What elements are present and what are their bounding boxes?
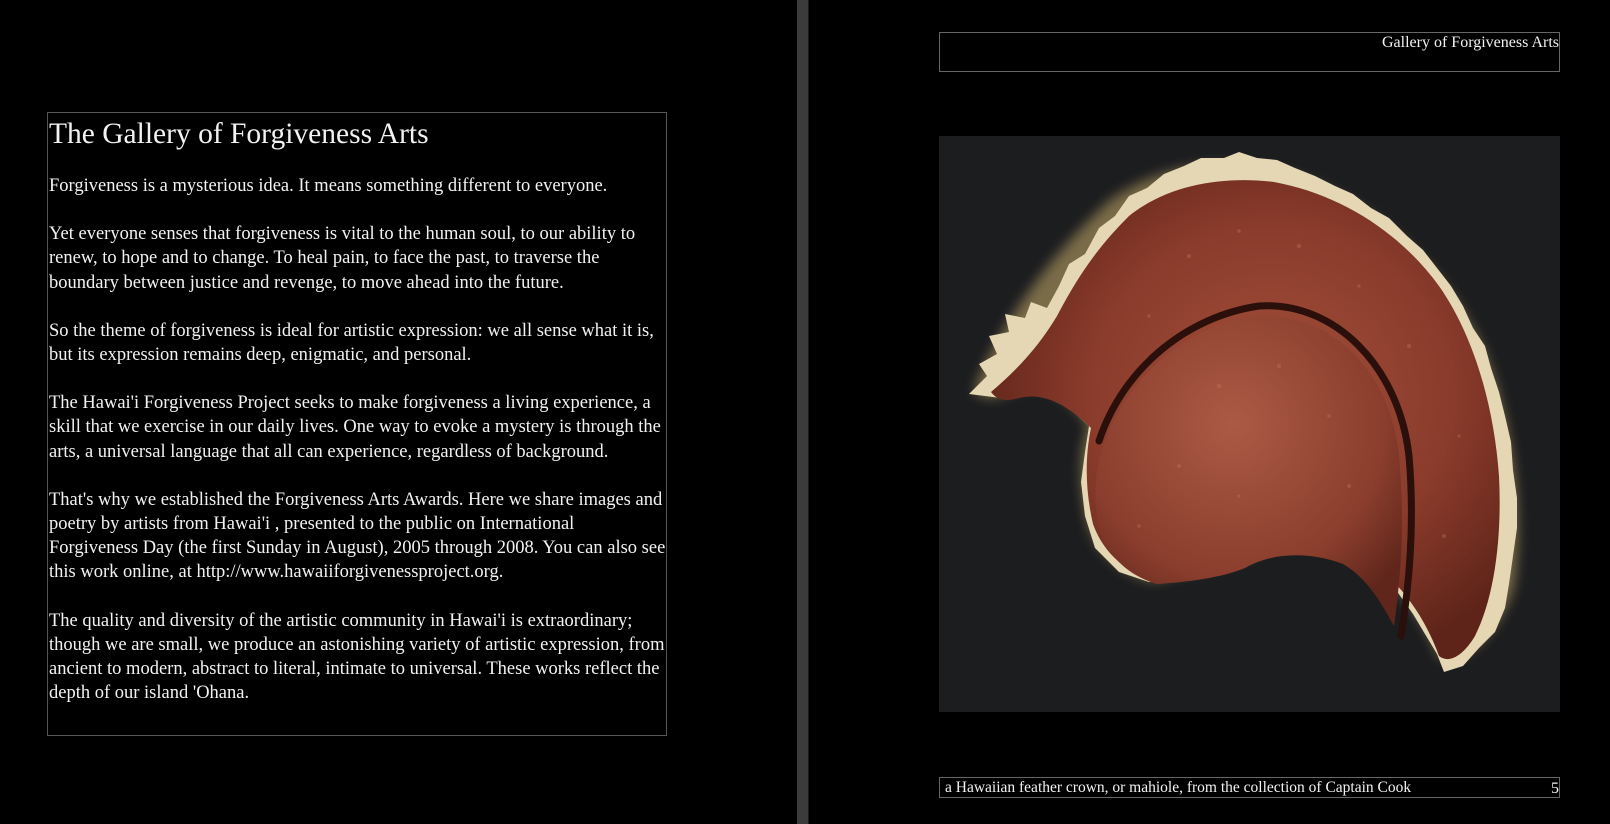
article-paragraph-6: The quality and diversity of the artistic community in Hawai'i is extraordinary; though we are small, we produce an astonishing variety of artistic expression, from ancient to modern, abstract to literal, intimate to universal. These works reflect the depth of our island 'Ohana. <box>49 610 665 704</box>
article-title: The Gallery of Forgiveness Arts <box>49 118 429 150</box>
left-page <box>0 0 797 824</box>
article-text-frame <box>47 112 667 736</box>
feather-crown-illustration <box>939 136 1560 712</box>
article-paragraph-1: Forgiveness is a mysterious idea. It means something different to everyone. <box>49 176 608 196</box>
running-header: Gallery of Forgiveness Arts <box>939 32 1560 72</box>
page-number: 5 <box>1551 780 1559 797</box>
article-body <box>49 174 667 729</box>
feather-crown-photo <box>939 136 1560 712</box>
right-page <box>809 0 1610 824</box>
article-paragraph-2: Yet everyone senses that forgiveness is vital to the human soul, to our ability to renew, to hope and to change. To heal pain, to face the past, to traverse the boundary between justice and revenge, to move ahead into the future. <box>49 224 636 293</box>
article-paragraph-3: So the theme of forgiveness is ideal for artistic expression: we all sense what it is, but its expression remains deep, enigmatic, and personal. <box>49 320 654 366</box>
page-gutter-divider <box>797 0 809 824</box>
article-paragraph-4: The Hawai'i Forgiveness Project seeks to make forgiveness a living experience, a skill that we exercise in our daily lives. One way to evoke a mystery is through the arts, a universal language that all can experience, regardless of background. <box>49 393 661 462</box>
article-paragraph-5: That's why we established the Forgiveness Arts Awards. Here we share images and poetry by artists from Hawai'i , presented to the public on International Forgiveness Day (the first Sunday in August), 2005 through 2008. You can also see this work online, at http://www.hawaiiforgivenessproject.org. <box>49 489 666 583</box>
caption-frame <box>939 777 1560 798</box>
image-caption: a Hawaiian feather crown, or mahiole, from the collection of Captain Cook <box>945 779 1412 796</box>
